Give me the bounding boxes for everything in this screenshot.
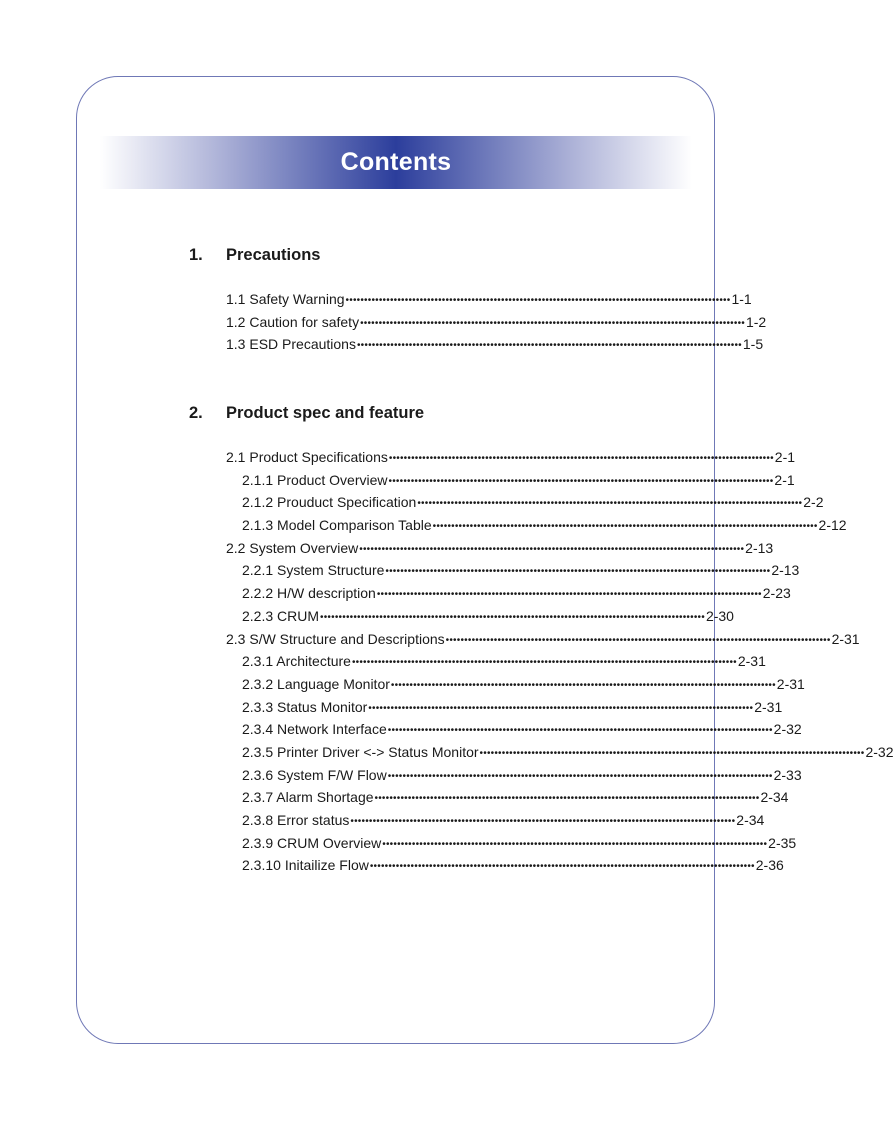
- toc-entry[interactable]: [226, 559, 800, 582]
- toc-entry-page: 2-30: [705, 607, 734, 624]
- toc-entry-list: [226, 446, 893, 877]
- dot-leader: ••••••••••••••••••••••••••••••••••••••••••••••••••••••••••••••••••••••••••••••••••••••••••••••••••••••••: [360, 317, 745, 329]
- toc-entry[interactable]: [226, 786, 789, 809]
- toc-entry[interactable]: [226, 446, 796, 469]
- dot-leader: ••••••••••••••••••••••••••••••••••••••••••••••••••••••••••••••••••••••••••••••••••••••••••••••••••••••••: [432, 521, 818, 533]
- toc-entry-label: 1.1 Safety Warning: [226, 291, 345, 307]
- toc-entry-label: 2.1.3 Model Comparison Table: [242, 517, 432, 534]
- toc-entry-label: 2.2 System Overview: [226, 539, 359, 556]
- toc-entry-page: 1-1: [731, 291, 752, 307]
- toc-entry[interactable]: [226, 673, 805, 696]
- section-number: 2.: [189, 404, 203, 422]
- toc-entry[interactable]: [226, 311, 767, 334]
- toc-entry[interactable]: [226, 469, 795, 492]
- toc-entry-page: 2-36: [755, 857, 784, 874]
- dot-leader: ••••••••••••••••••••••••••••••••••••••••••••••••••••••••••••••••••••••••••••••••••••••••••••••••••••••••: [368, 702, 754, 714]
- toc-entry[interactable]: [226, 491, 824, 514]
- dot-leader: ••••••••••••••••••••••••••••••••••••••••••••••••••••••••••••••••••••••••••••••••••••••••••••••••••••••••: [417, 498, 803, 510]
- dot-leader: ••••••••••••••••••••••••••••••••••••••••••••••••••••••••••••••••••••••••••••••••••••••••••••••••••••••••: [320, 611, 705, 623]
- dot-leader: ••••••••••••••••••••••••••••••••••••••••••••••••••••••••••••••••••••••••••••••••••••••••••••••••••••••••: [388, 475, 774, 487]
- toc-entry[interactable]: [226, 854, 784, 877]
- toc-entry-list: [226, 288, 767, 356]
- section-number: 1.: [189, 246, 203, 264]
- toc-entry-page: 2-1: [774, 449, 796, 465]
- dot-leader: ••••••••••••••••••••••••••••••••••••••••••••••••••••••••••••••••••••••••••••••••••••••••••••••••••••••••: [356, 340, 742, 352]
- section-title: Product spec and feature: [226, 404, 425, 422]
- section-heading: [189, 402, 679, 424]
- toc-entry-page: 2-35: [768, 834, 797, 851]
- toc-entry-page: 2-34: [736, 812, 765, 828]
- page-title: Contents: [340, 148, 452, 176]
- toc-entry[interactable]: [226, 696, 783, 719]
- toc-entry-label: 2.1 Product Specifications: [226, 449, 388, 465]
- toc-entry[interactable]: [226, 628, 860, 651]
- dot-leader: ••••••••••••••••••••••••••••••••••••••••••••••••••••••••••••••••••••••••••••••••••••••••••••••••••••••••: [359, 543, 745, 555]
- section-product-spec: [189, 402, 893, 874]
- toc-entry-label: 2.3 S/W Structure and Descriptions: [226, 630, 445, 647]
- toc-entry[interactable]: [226, 809, 765, 832]
- toc-entry-label: 2.2.1 System Structure: [242, 562, 385, 579]
- toc-entry-page: 1-2: [745, 313, 767, 330]
- toc-entry-page: 2-31: [754, 698, 783, 715]
- toc-entry-label: 2.3.9 CRUM Overview: [242, 834, 382, 851]
- dot-leader: ••••••••••••••••••••••••••••••••••••••••••••••••••••••••••••••••••••••••••••••••••••••••••••••••••••••••: [388, 453, 774, 464]
- toc-entry-label: 2.3.7 Alarm Shortage: [242, 789, 374, 806]
- dot-leader: ••••••••••••••••••••••••••••••••••••••••••••••••••••••••••••••••••••••••••••••••••••••••••••••••••••••••: [374, 793, 760, 805]
- toc-entry-label: 2.3.10 Initailize Flow: [242, 857, 369, 874]
- toc-entry-page: 2-2: [803, 494, 824, 511]
- dot-leader: ••••••••••••••••••••••••••••••••••••••••••••••••••••••••••••••••••••••••••••••••••••••••••••••••••••••••: [445, 634, 831, 646]
- toc-entry-label: 2.3.2 Language Monitor: [242, 675, 390, 692]
- toc-entry-page: 1-5: [742, 336, 764, 353]
- toc-entry-label: 1.2 Caution for safety: [226, 313, 360, 330]
- toc-entry[interactable]: [226, 537, 774, 560]
- toc-entry[interactable]: [226, 514, 847, 537]
- toc-entry-label: 2.1.2 Prouduct Specification: [242, 494, 417, 511]
- toc-entry-page: 2-1: [774, 471, 795, 488]
- toc-entry-label: 2.3.8 Error status: [242, 812, 350, 828]
- toc-entry-label: 1.3 ESD Precautions: [226, 336, 356, 353]
- toc-entry[interactable]: [226, 741, 893, 764]
- toc-entry-page: 2-32: [773, 721, 802, 738]
- toc-entry[interactable]: [226, 718, 802, 741]
- toc-entry[interactable]: [226, 650, 766, 673]
- title-banner: [100, 136, 692, 189]
- dot-leader: ••••••••••••••••••••••••••••••••••••••••••••••••••••••••••••••••••••••••••••••••••••••••••••••••••••••••: [351, 657, 737, 669]
- section-title: Precautions: [226, 246, 321, 264]
- toc-entry[interactable]: [226, 582, 791, 605]
- toc-entry-label: 2.1.1 Product Overview: [242, 471, 388, 488]
- toc-entry-label: 2.3.3 Status Monitor: [242, 698, 368, 715]
- toc-entry-page: 2-13: [771, 562, 800, 579]
- dot-leader: ••••••••••••••••••••••••••••••••••••••••••••••••••••••••••••••••••••••••••••••••••••••••••••••••••••••••: [345, 295, 731, 306]
- toc-entry-page: 2-12: [818, 517, 847, 534]
- toc-entry-label: 2.3.1 Architecture: [242, 653, 351, 670]
- dot-leader: ••••••••••••••••••••••••••••••••••••••••••••••••••••••••••••••••••••••••••••••••••••••••••••••••••••••••: [350, 816, 736, 827]
- toc-entry[interactable]: [226, 832, 797, 855]
- dot-leader: ••••••••••••••••••••••••••••••••••••••••••••••••••••••••••••••••••••••••••••••••••••••••••••••••••••••••: [390, 679, 776, 691]
- section-precautions: [189, 244, 767, 353]
- toc-entry-label: 2.2.3 CRUM: [242, 607, 320, 624]
- toc-entry-page: 2-13: [745, 539, 774, 556]
- toc-entry-page: 2-33: [773, 766, 802, 783]
- toc-entry-page: 2-34: [760, 789, 789, 806]
- toc-entry-label: 2.2.2 H/W description: [242, 585, 376, 602]
- section-heading: [189, 244, 679, 266]
- toc-entry[interactable]: [226, 333, 764, 356]
- toc-entry-page: 2-31: [776, 675, 805, 692]
- toc-entry-page: 2-32: [865, 743, 893, 760]
- toc-entry-label: 2.3.5 Printer Driver <-> Status Monitor: [242, 743, 479, 760]
- dot-leader: ••••••••••••••••••••••••••••••••••••••••••••••••••••••••••••••••••••••••••••••••••••••••••••••••••••••••: [369, 861, 755, 873]
- toc-entry-label: 2.3.4 Network Interface: [242, 721, 387, 738]
- toc-entry-page: 2-31: [737, 653, 766, 670]
- toc-entry-page: 2-23: [762, 585, 791, 602]
- dot-leader: ••••••••••••••••••••••••••••••••••••••••••••••••••••••••••••••••••••••••••••••••••••••••••••••••••••••••: [376, 589, 762, 601]
- toc-entry[interactable]: [226, 605, 734, 628]
- dot-leader: ••••••••••••••••••••••••••••••••••••••••••••••••••••••••••••••••••••••••••••••••••••••••••••••••••••••••: [382, 838, 768, 850]
- dot-leader: ••••••••••••••••••••••••••••••••••••••••••••••••••••••••••••••••••••••••••••••••••••••••••••••••••••••••: [385, 566, 771, 578]
- dot-leader: ••••••••••••••••••••••••••••••••••••••••••••••••••••••••••••••••••••••••••••••••••••••••••••••••••••••••: [387, 725, 773, 737]
- dot-leader: ••••••••••••••••••••••••••••••••••••••••••••••••••••••••••••••••••••••••••••••••••••••••••••••••••••••••: [479, 747, 865, 759]
- toc-entry-label: 2.3.6 System F/W Flow: [242, 766, 387, 783]
- toc-entry[interactable]: [226, 764, 802, 787]
- dot-leader: ••••••••••••••••••••••••••••••••••••••••••••••••••••••••••••••••••••••••••••••••••••••••••••••••••••••••: [387, 770, 773, 782]
- toc-entry[interactable]: [226, 288, 752, 311]
- toc-entry-page: 2-31: [831, 630, 860, 647]
